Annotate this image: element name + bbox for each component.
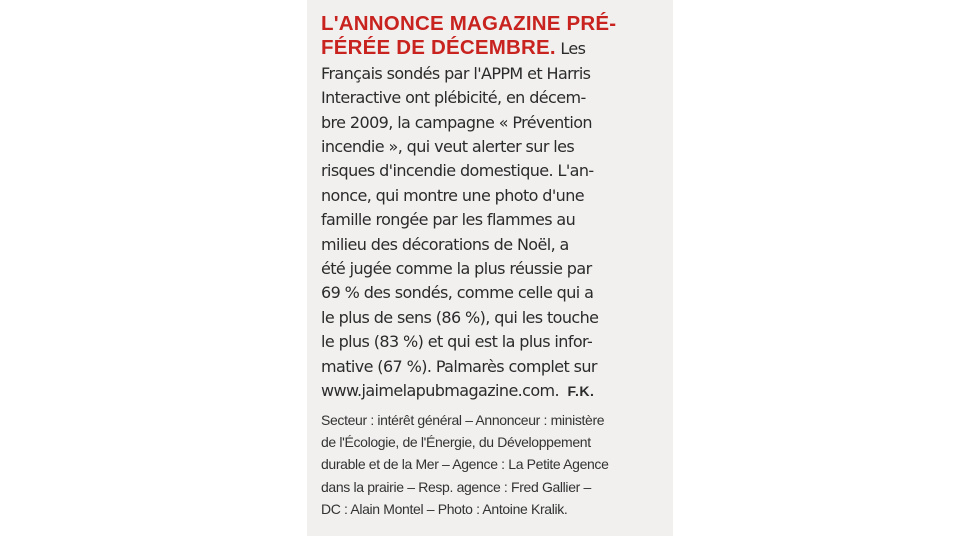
website-text: www.jaimelapubmagazine.com. <box>321 381 560 401</box>
body-line: milieu des décorations de Noël, a <box>321 234 569 254</box>
credits-line: de l'Écologie, de l'Énergie, du Développement <box>321 433 591 450</box>
body-line: le plus de sens (86 %), qui les touche <box>321 307 599 327</box>
body-line: Interactive ont plébicité, en décem- <box>321 88 586 108</box>
credits-line: durable et de la Mer – Agence : La Petite Agence <box>321 456 609 473</box>
headline-line-1: L'ANNONCE MAGAZINE PRÉ- <box>321 12 617 35</box>
body-line: été jugée comme la plus réussie par <box>321 259 592 279</box>
headline-line-2-row <box>321 36 661 61</box>
credits-line: DC : Alain Montel – Photo : Antoine Kralik. <box>321 501 568 518</box>
article-body <box>321 12 661 404</box>
body-last-line-row <box>321 379 661 403</box>
body-line: le plus (83 %) et qui est la plus infor- <box>321 332 593 352</box>
body-line: mative (67 %). Palmarès complet sur <box>321 356 597 376</box>
body-line-1: Les <box>560 39 586 59</box>
credits-line: Secteur : intérêt général – Annonceur : ministère <box>321 411 605 428</box>
body-line: famille rongée par les flammes au <box>321 210 576 230</box>
article-clipping <box>307 0 673 536</box>
author-initials: F.K. <box>567 383 595 400</box>
body-line: Français sondés par l'APPM et Harris <box>321 63 591 83</box>
credits-line: dans la prairie – Resp. agence : Fred Gallier – <box>321 478 591 495</box>
body-line: incendie », qui veut alerter sur les <box>321 137 575 157</box>
body-line: nonce, qui montre une photo d'une <box>321 185 584 205</box>
body-line: 69 % des sondés, comme celle qui a <box>321 283 594 303</box>
body-line: bre 2009, la campagne « Prévention <box>321 112 592 132</box>
headline-line-2: FÉRÉE DE DÉCEMBRE. <box>321 36 556 60</box>
ad-credits <box>321 409 661 521</box>
body-line: risques d'incendie domestique. L'an- <box>321 161 594 181</box>
